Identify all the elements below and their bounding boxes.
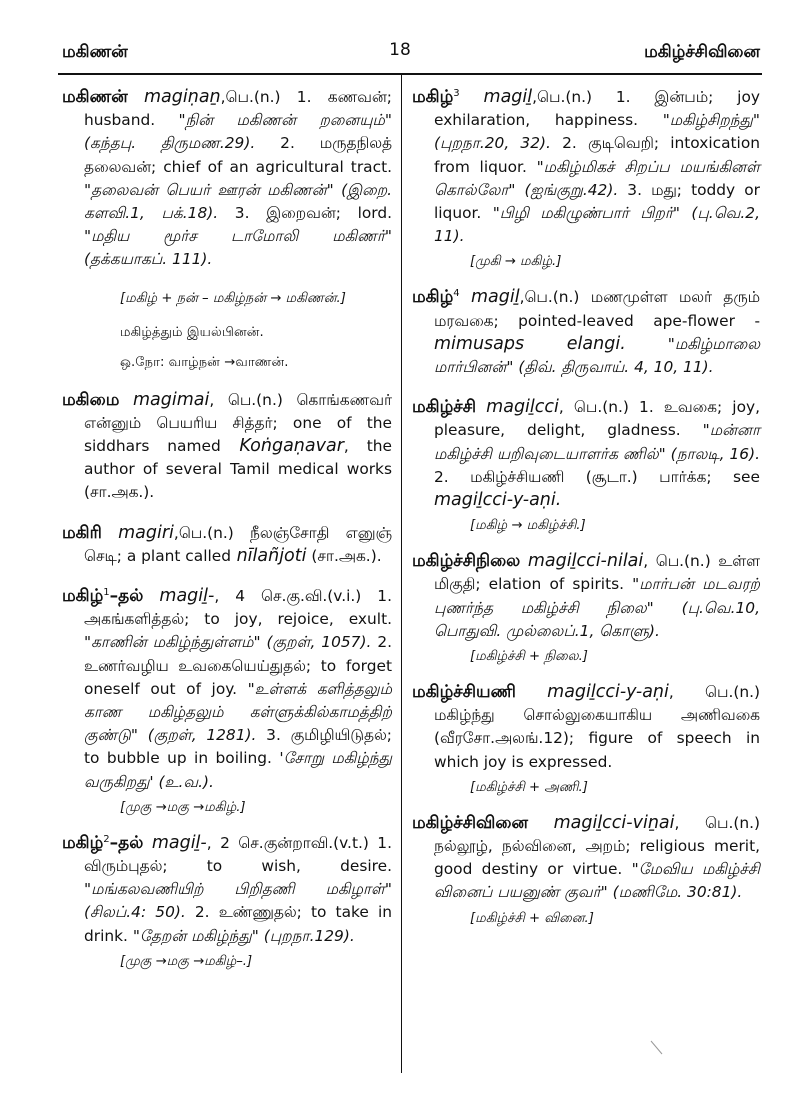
definition: 3. இறைவன்; lord. [218, 204, 392, 223]
definition: 3. மது; toddy or liquor. [434, 180, 760, 223]
transliteration: magiḻ [483, 87, 533, 107]
definition: 2. மருதநிலத் தலைவன்; chief of an agricultural tract. [84, 134, 393, 176]
definition: , பெ.(n.) 1. உவகை; joy, pleasure, delight, gladness. [434, 398, 760, 440]
definition: (சா.அக.). [306, 546, 382, 565]
header-rule [58, 73, 762, 75]
etymology-gloss: மகிழ்த்தும் இயல்பினன். [120, 324, 264, 340]
etymology-note: [முகு →மகு →மகிழ்.] [120, 799, 246, 815]
headword-suffix: –தல் [109, 832, 144, 853]
transliteration: magiri [118, 522, 174, 543]
quotation: "உள்ளக் களித்தலும் காண மகிழ்தலும் கள்ளுக்கில்காமத்திற் குண்டு" (குறள், 1281). [84, 679, 392, 745]
definition: 3. குமிழியிடுதல்; to bubble up in boiling. [84, 726, 392, 768]
headword: மகிமை [62, 389, 120, 410]
headword: மகிரி [62, 522, 102, 543]
etymology-compare: ஒ.நோ: வாழ்நன் →வாணன். [120, 354, 289, 370]
etymology-note: [மகிழ்ச்சி + நிலை.] [470, 649, 588, 665]
quotation: "நின் மகிணன் றனையும்" (கந்தபு. திருமண.29). [84, 111, 392, 153]
entry-magilcci-vinai [412, 812, 760, 905]
italic-term: mimusaps elangi. [434, 333, 626, 354]
entry-magil-1 [62, 585, 392, 794]
etymology-note: [முகி → மகிழ்.] [470, 254, 562, 270]
entry-magil-3 [412, 86, 760, 248]
definition: , பெ.(n.) நல்லூழ், நல்வினை, அறம்; religious merit, good destiny or virtue. [434, 813, 760, 879]
homonym-number: 2 [103, 833, 110, 845]
headword-suffix: –தல் [109, 586, 144, 607]
running-head-left: மகிணன் [62, 42, 128, 62]
italic-term: Koṅgaṇavar [220, 436, 344, 457]
headword: மகிழ் [412, 87, 454, 107]
quotation: "மார்பன் மடவரற் புணர்ந்த மகிழ்ச்சி நிலை" (பு.வெ.10, பொதுவி. முல்லைப்.1, கொளு). [434, 575, 760, 640]
quotation: "மங்கலவணியிற் பிறிதணி மகிழாள்" (சிலப்.4: 50). [84, 880, 392, 922]
definition: ,பெ.(n.) மணமுள்ள மலர் தரும் மரவகை; pointed-leaved ape-flower - [434, 288, 760, 330]
definition: ,பெ.(n.) 1. இன்பம்; joy exhilaration, happiness. [434, 88, 760, 130]
entry-magil-4 [412, 286, 760, 379]
running-head-right: மகிழ்ச்சிவினை [644, 42, 760, 62]
headword: மகிழ்ச்சியணி [412, 682, 516, 703]
entry-magilcci-nilai [412, 550, 760, 643]
quotation: "மகிழ்சிறந்து" (புறநா.20, 32). [434, 111, 760, 153]
quotation: "தலைவன் பெயர் ஊரன் மகிணன்" (இறை. களவி.1, பக்.18). [84, 180, 392, 223]
entry-magilcci-y-ani [412, 681, 760, 774]
transliteration: magiḻcci [486, 397, 559, 418]
page-number: 18 [389, 40, 411, 60]
entry-magimai [62, 389, 392, 505]
italic-term: magiḻcci-y-aṇi. [434, 490, 562, 511]
etymology-note: [மகிழ் + நன் – மகிழ்நன் → மகிணன்.] [120, 290, 346, 306]
transliteration: magiḻ- [151, 832, 207, 853]
quotation: "மன்னா மகிழ்ச்சி யறிவுடையாளர்க ணில்" (நாலடி, 16). [434, 421, 761, 463]
etymology-note: [மகிழ்ச்சி + அணி.] [470, 779, 588, 795]
quotation: "மேவிய மகிழ்ச்சி வினைப் பயனுண் குவர்" (மணிமே. 30:81). [434, 860, 760, 902]
transliteration: magiḻ [470, 287, 520, 308]
transliteration: magiḻ- [159, 586, 215, 607]
etymology-note: [மகிழ் → மகிழ்ச்சி.] [470, 518, 586, 534]
quotation: "மகிழ்மாலை மார்பினன்" (திவ். திருவாய். 4, 10, 11). [434, 334, 760, 377]
definition: 2. மகிழ்ச்சியணி (சூடா.) பார்க்க; see [434, 467, 760, 486]
definition: , the author of several Tamil medical works (சா.அக.). [84, 437, 392, 502]
headword: மகிழ் [412, 287, 454, 308]
headword: மகிழ்ச்சிநிலை [412, 551, 521, 572]
homonym-number: 1 [103, 586, 110, 598]
quotation: "மதிய மூர்ச டாமோலி மகிணர்" (தக்கயாகப். 111). [84, 227, 392, 269]
transliteration: magiḻcci-viṉai [553, 812, 675, 833]
definition: , 4 செ.கு.வி.(v.i.) 1. அகங்களித்தல்; to joy, rejoice, exult. [84, 587, 392, 629]
transliteration: magiṇaṉ [144, 87, 221, 107]
stray-pen-mark [650, 1040, 666, 1058]
entry-magiri [62, 522, 392, 568]
headword: மகிழ்ச்சிவினை [412, 812, 528, 833]
definition: 2. குடிவெறி; intoxication from liquor. [434, 134, 760, 176]
headword: மகிழ்ச்சி [412, 397, 477, 418]
quotation: "காணின் மகிழ்ந்துள்ளம்" (குறள், 1057). [84, 633, 372, 652]
entry-magilcci [412, 396, 760, 512]
quotation: "மகிழ்மிகச் சிறப்ப மயங்கினள் கொல்லோ" (ஐங்குறு.42). [434, 157, 760, 199]
homonym-number: 3 [453, 87, 460, 99]
definition: , பெ.(n.) கொங்கணவர் என்னும் பெயரிய சித்தர்; one of the siddhars named [84, 390, 392, 456]
column-divider [401, 73, 402, 1073]
quotation: 'சோறு மகிழ்ந்து வருகிறது' (உ.வ.). [84, 749, 392, 791]
definition: 2. உண்ணுதல்; to take in drink. [84, 903, 392, 945]
definition: , 2 செ.குன்றாவி.(v.t.) 1. விரும்புதல்; to wish, desire. [84, 833, 392, 876]
definition: , பெ.(n.) மகிழ்ந்து சொல்லுகையாகிய அணிவகை (வீரசோ.அலங்.12); figure of speech in which joy is expressed. [434, 683, 760, 771]
entry-maginan [62, 86, 392, 272]
headword: மகிழ் [62, 832, 104, 853]
quotation: "தேறன் மகிழ்ந்து" (புறநா.129). [127, 926, 355, 945]
entry-magil-2 [62, 832, 392, 948]
headword: மகிணன் [62, 87, 128, 107]
definition: , பெ.(n.) உள்ள மிகுதி; elation of spirits. [434, 552, 760, 594]
etymology-note: [முகு →மகு →மகிழ்–.] [120, 953, 253, 969]
transliteration: magimai [132, 389, 210, 410]
homonym-number: 4 [453, 288, 460, 300]
headword: மகிழ் [62, 586, 104, 607]
right-column [412, 86, 760, 943]
etymology-note: [மகிழ்ச்சி + வினை.] [470, 910, 594, 926]
transliteration: magiḻcci-nilai [527, 551, 644, 572]
left-column [62, 86, 392, 986]
definition: ,பெ.(n.) 1. கணவன்; husband. [84, 88, 392, 130]
definition: 2. உணர்வழிய உவகையெய்துதல்; to forget oneself out of joy. [84, 633, 393, 698]
definition: ,பெ.(n.) நீலஞ்சோதி எனுஞ் செடி; a plant called [84, 523, 392, 565]
italic-term: nīlañjoti [231, 545, 307, 566]
transliteration: magiḻcci-y-aṇi [547, 682, 669, 703]
quotation: "பிழி மகிழுண்பார் பிறர்" (பு.வெ.2, 11). [434, 204, 760, 246]
